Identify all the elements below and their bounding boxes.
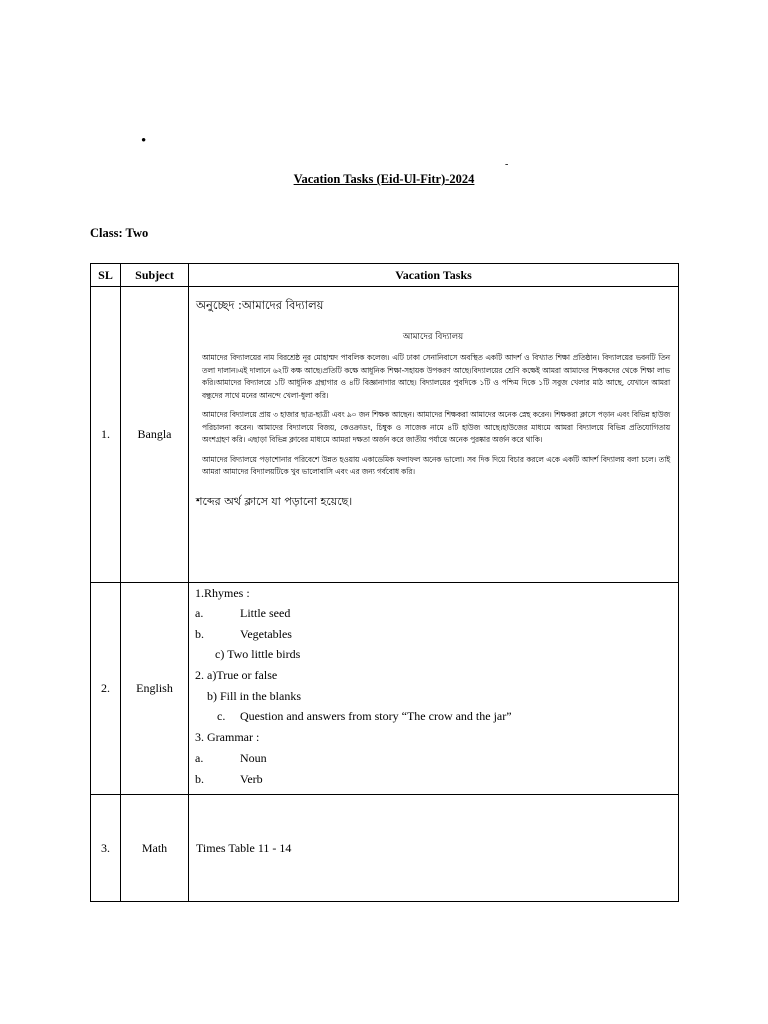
math-task-cell: Times Table 11 - 14 [189, 795, 679, 902]
class-label: Class: Two [90, 226, 149, 240]
list-text: Noun [240, 750, 267, 765]
document-title: Vacation Tasks (Eid-Ul-Fitr)-2024 [293, 172, 475, 186]
row-subject: Bangla [121, 287, 189, 583]
list-text: Vegetables [240, 626, 292, 641]
bangla-paragraph: আমাদের বিদ্যালয়ের নাম বিরশ্রেষ্ঠ নূর মোহাম্মদ পাবলিক কলেজ। এটি ঢাকা সেনানিবাসে অবস্থিত একটি আদর্শ ও বিখ্যাত শিক্ষা প্রতিষ্ঠান। বিদ্যালয়ের ভবনটি তিন তলা দালান।এই দালানে ৬২টি কক্ষ আছে।প্রতিটি কক্ষে আধুনিক শিক্ষা-সহায়ক উপকরণ আছে।বিদ্যালয়ের শ্রেণি কক্ষেই আমরা আমাদের শিক্ষকদের থেকে শিক্ষা লাভ করি।আমাদের বিদ্যালয়ে ১টি আধুনিক গ্রন্থাগার ও ৪টি বিজ্ঞানাগার আছে। বিদ্যালয়ের পুবদিকে ১টি ও পশ্চিম দিকে ১টি সবুজ খেলার মাঠ আছে, যেখানে আমরা বন্ধুদের সাথে মনের আনন্দে খেলা-ধুলা করি। [202, 353, 670, 400]
table-row-math [91, 795, 679, 902]
list-text: Verb [240, 771, 263, 786]
list-item [195, 706, 672, 727]
row-sl: 2. [91, 583, 121, 795]
true-false-item: 2. a)True or false [195, 668, 278, 683]
list-text: Question and answers from story “The crow and the jar” [240, 709, 512, 724]
row-subject: English [121, 583, 189, 795]
list-item [195, 603, 672, 624]
fill-blanks-item: b) Fill in the blanks [207, 688, 301, 703]
row-sl: 3. [91, 795, 121, 902]
stray-dash-mark: - [505, 159, 509, 170]
header-sl: SL [91, 264, 121, 287]
bullet-mark: • [141, 133, 147, 149]
english-task-cell [189, 583, 679, 795]
list-item [195, 748, 672, 769]
list-label: a. [195, 750, 204, 765]
list-label: b. [195, 626, 204, 641]
header-subject: Subject [121, 264, 189, 287]
list-label: b. [195, 771, 204, 786]
bangla-paragraph: আমাদের বিদ্যালয়ে প্রায় ৩ হাজার ছাত্র-ছাত্রী এবং ৯০ জন শিক্ষক আছেন। আমাদের শিক্ষকরা আমাদের অনেক স্নেহ করেন। শিক্ষকরা ক্লাসে পড়ান এবং বিভিন্ন হাউজ পরিচালনা করেন। আমাদের বিদ্যালয়ে বিজয়, কেওক্রাডং, চিম্বুক ও সাজেক নামে ৪টি হাউজ আছে।হাউজের মাধ্যমে আমরা বিদ্যালয়ে বিভিন্ন প্রতিযোগিতায় অংশগ্রহণ করি। এছাড়া বিভিন্ন ক্লাবের মাধ্যমে আমরা দক্ষতা অর্জন করে জাতীয় পর্যায়ে অনেক পুরষ্কার অর্জন করে থাকি। [202, 410, 670, 444]
row-sl: 1. [91, 287, 121, 583]
bangla-task-footer: শব্দের অর্থ ক্লাসে যা পড়ানো হয়েছে। [196, 494, 353, 508]
bangla-paragraph: আমাদের বিদ্যালয়ে পড়াশোনার পরিবেশে উন্নত হওয়ায় একাডেমিক ফলাফল অনেক ভালো। সব দিক দিয়ে বিচার করলে একে একটি আদর্শ বিদ্যালয় বলা চলে। তাই আমরা আমাদের বিদ্যালয়টিকে খুব ভালোবাসি এবং এর জন্য গর্ববোধ করি। [202, 454, 670, 476]
header-vacation-tasks: Vacation Tasks [189, 264, 679, 287]
table-row-english [91, 583, 679, 795]
bangla-task-cell [189, 287, 679, 583]
list-label: c. [217, 709, 226, 724]
list-label: a. [195, 606, 204, 620]
list-item [195, 769, 672, 790]
list-item: c) Two little birds [215, 647, 301, 662]
bangla-essay-title: আমাদের বিদ্যালয় [402, 332, 464, 342]
table-row-bangla [91, 287, 679, 583]
bangla-task-heading: অনুচ্ছেদ :আমাদের বিদ্যালয় [196, 298, 324, 312]
row-subject: Math [121, 795, 189, 902]
table-header-row [91, 264, 679, 287]
grammar-heading: 3. Grammar : [195, 730, 260, 745]
rhymes-heading: 1.Rhymes : [195, 586, 250, 600]
list-item [195, 624, 672, 645]
vacation-tasks-table [90, 263, 679, 902]
list-text: Little seed [240, 606, 291, 620]
